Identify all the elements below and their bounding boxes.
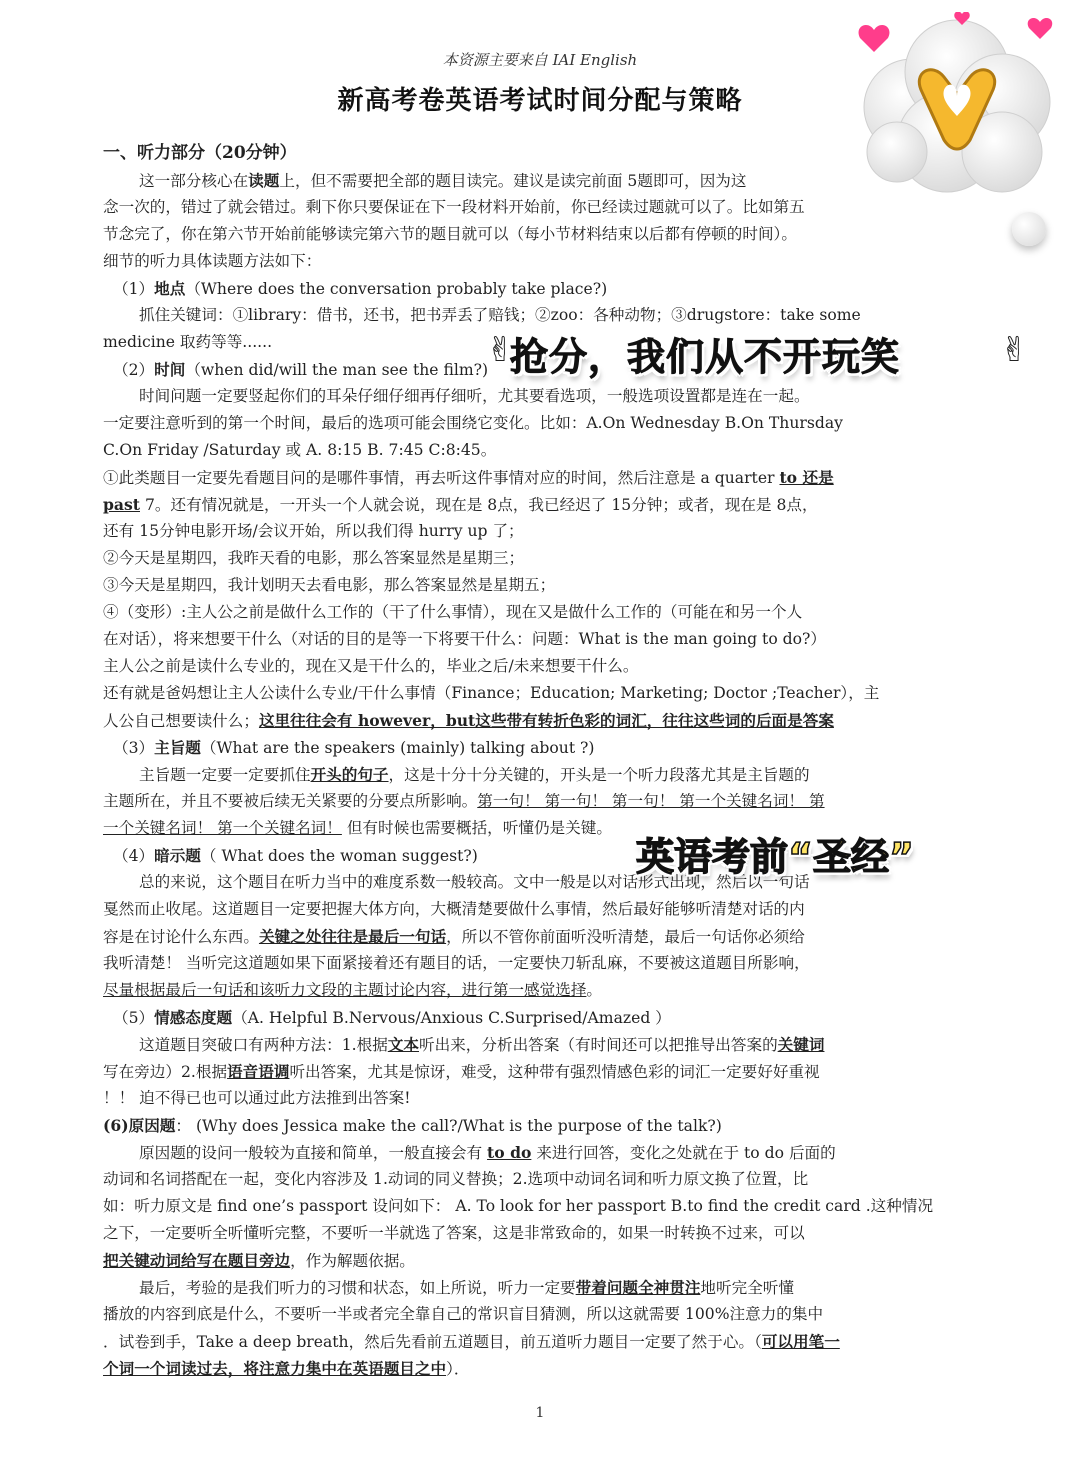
cause-line-2: 动词和名词搭配在一起，变化内容涉及 1.动词的同义替换；2.选项中动词名词和听力原文换了位置，比 (103, 1170, 809, 1188)
victory-hand-icon: ✌ (486, 330, 515, 370)
hint-line-2: 戛然而止收尾。这道题目一定要把握大体方向，大概清楚要做什么事情，然后最好能够听清楚对话的内 (103, 900, 805, 918)
sticker-grab-points: 抢分，我们从不开玩笑 (510, 335, 901, 379)
time-line-1: 时间问题一定要竖起你们的耳朵仔细仔细再仔细听，尤其要看选项，一般选项设置都是连在一起。 (139, 387, 810, 405)
time-line-6: 还有 15分钟电影开场/会议开始，所以我们得 hurry up 了； (103, 522, 524, 540)
victory-hand-icon-right: ✌ (1000, 330, 1029, 370)
intro-line-4: 细节的听力具体读题方法如下： (103, 252, 322, 270)
place-line-2: medicine 取药等等...... (103, 333, 273, 351)
time-line-13: 人公自己想要读什么；这里往往会有 however，but这些带有转折色彩的词汇，往往这些词的后面是答案 (103, 711, 834, 730)
time-line-7: ②今天是星期四，我昨天看的电影，那么答案显然是星期三； (103, 549, 525, 567)
page-title: 新高考卷英语考试时间分配与策略 (337, 86, 743, 116)
hint-line-5: 尽量根据最后一句话和该听力文段的主题讨论内容，进行第一感觉选择。 (103, 981, 603, 999)
gist-line-1: 主旨题一定要一定要抓住开头的句子，这是十分十分关键的，开头是一个听力段落尤其是主旨题的 (139, 765, 810, 784)
place-heading: （1）地点（Where does the conversation probably take place?) (113, 279, 608, 298)
emotion-heading: （5）情感态度题（A. Helpful B.Nervous/Anxious C.Surprised/Amazed ） (113, 1008, 671, 1027)
cause-line-3: 如：听力原文是 find one’s passport 设问如下： A. To look for her passport B.to find the credit card .这种情况 (103, 1197, 934, 1215)
final-line-3: ．试卷到手，Take a deep breath，然后先看前五道题目，前五道听力题目一定要了然于心。（可以用笔一 (103, 1332, 840, 1351)
emotion-line-2: 写在旁边）2.根据语音语调听出答案，尤其是惊讶，难受，这种带有强烈情感色彩的词汇一定要好好重视 (103, 1062, 820, 1081)
cloud-heart-sticker (852, 12, 1062, 212)
time-line-2: 一定要注意听到的第一个时间，最后的选项可能会围绕它变化。比如：A.On Wednesday B.On Thursday (103, 414, 843, 432)
time-heading: （2）时间（when did/will the man see the film?) (113, 360, 489, 379)
hint-heading: （4）暗示题（ What does the woman suggest?) (113, 846, 478, 865)
bubble-decoration (1012, 212, 1046, 246)
time-line-12: 还有就是爸妈想让主人公读什么专业/干什么事情（Finance；Education; Marketing; Doctor ;Teacher），主 (103, 684, 880, 702)
time-line-8: ③今天是星期四，我计划明天去看电影，那么答案显然是星期五； (103, 576, 556, 594)
intro-line-1: 这一部分核心在读题上，但不需要把全部的题目读完。建议是读完前面 5题即可，因为这 (139, 171, 747, 190)
place-line-1: 抓住关键词：①library：借书，还书，把书弄丢了赔钱；②zoo：各种动物；③drugstore：take some (139, 306, 861, 324)
time-line-4: ①此类题目一定要先看题目问的是哪件事情，再去听这件事情对应的时间，然后注意是 a quarter to 还是 (103, 468, 834, 487)
final-line-2: 播放的内容到底是什么，不要听一半或者完全靠自己的常识盲目猜测，所以这就需要 100%注意力的集中 (103, 1305, 824, 1323)
emotion-line-1: 这道题目突破口有两种方法：1.根据文本听出来，分析出答案（有时间还可以把推导出答案的关键词 (139, 1035, 825, 1054)
cause-line-5: 把关键动词给写在题目旁边，作为解题依据。 (103, 1251, 415, 1270)
time-line-3: C.On Friday /Saturday 或 A. 8:15 B. 7:45 C:8:45。 (103, 441, 497, 459)
cause-line-4: 之下，一定要听全听懂听完整，不要听一半就选了答案，这是非常致命的，如果一时转换不过来，可以 (103, 1224, 805, 1242)
source-note: 本资源主要来自 IAI English (442, 51, 638, 69)
intro-line-2: 念一次的，错过了就会错过。剩下你只要保证在下一段材料开始前，你已经读过题就可以了。比如第五 (103, 198, 805, 216)
section-heading: 一、听力部分（20分钟） (103, 143, 297, 163)
sticker-exam-bible: 英语考前“圣经” (636, 835, 914, 879)
emotion-line-3: ！！ 迫不得已也可以通过此方法推到出答案! (103, 1089, 411, 1107)
hint-line-3: 容是在讨论什么东西。关键之处往往是最后一句话，所以不管你前面听没听清楚，最后一句话你必须给 (103, 927, 805, 946)
cause-heading: (6)原因题： (Why does Jessica make the call?/What is the purpose of the talk?) (103, 1116, 722, 1135)
gist-line-2: 主题所在，并且不要被后续无关紧要的分要点所影响。第一句！ 第一句！ 第一句！ 第一个关键名词！ 第 (103, 792, 825, 810)
page-number: 1 (535, 1405, 545, 1421)
final-line-4: 个词一个词读过去，将注意力集中在英语题目之中）． (103, 1359, 470, 1378)
time-line-10: 在对话），将来想要干什么（对话的目的是等一下将要干什么：问题：What is the man going to do?） (103, 630, 826, 648)
time-line-5: past 7。还有情况就是，一开头一个人就会说，现在是 8点，我已经迟了 15分钟；或者，现在是 8点， (103, 495, 818, 514)
final-line-1: 最后，考验的是我们听力的习惯和状态，如上所说，听力一定要带着问题全神贯注地听完全听懂 (139, 1278, 794, 1297)
hint-line-4: 我听清楚！ 当听完这道题如果下面紧接着还有题目的话，一定要快刀斩乱麻，不要被这道题目所影响， (103, 954, 810, 972)
time-line-9: ④（变形）:主人公之前是做什么工作的（干了什么事情），现在又是做什么工作的（可能在和另一个人 (103, 603, 803, 621)
time-line-11: 主人公之前是读什么专业的，现在又是干什么的，毕业之后/未来想要干什么。 (103, 657, 639, 675)
gist-heading: （3）主旨题（What are the speakers (mainly) talking about ?) (113, 738, 595, 757)
gist-line-3: 一个关键名词！ 第一个关键名词！ 但有时候也需要概括，听懂仍是关键。 (103, 819, 612, 837)
cause-line-1: 原因题的设问一般较为直接和简单，一般直接会有 to do 来进行回答，变化之处就在于 to do 后面的 (139, 1143, 836, 1162)
hint-line-1: 总的来说，这个题目在听力当中的难度系数一般较高。文中一般是以对话形式出现，然后以一句话 (139, 873, 810, 891)
intro-line-3: 节念完了，你在第六节开始前能够读完第六节的题目就可以（每小节材料结束以后都有停顿的时间）。 (103, 225, 797, 243)
